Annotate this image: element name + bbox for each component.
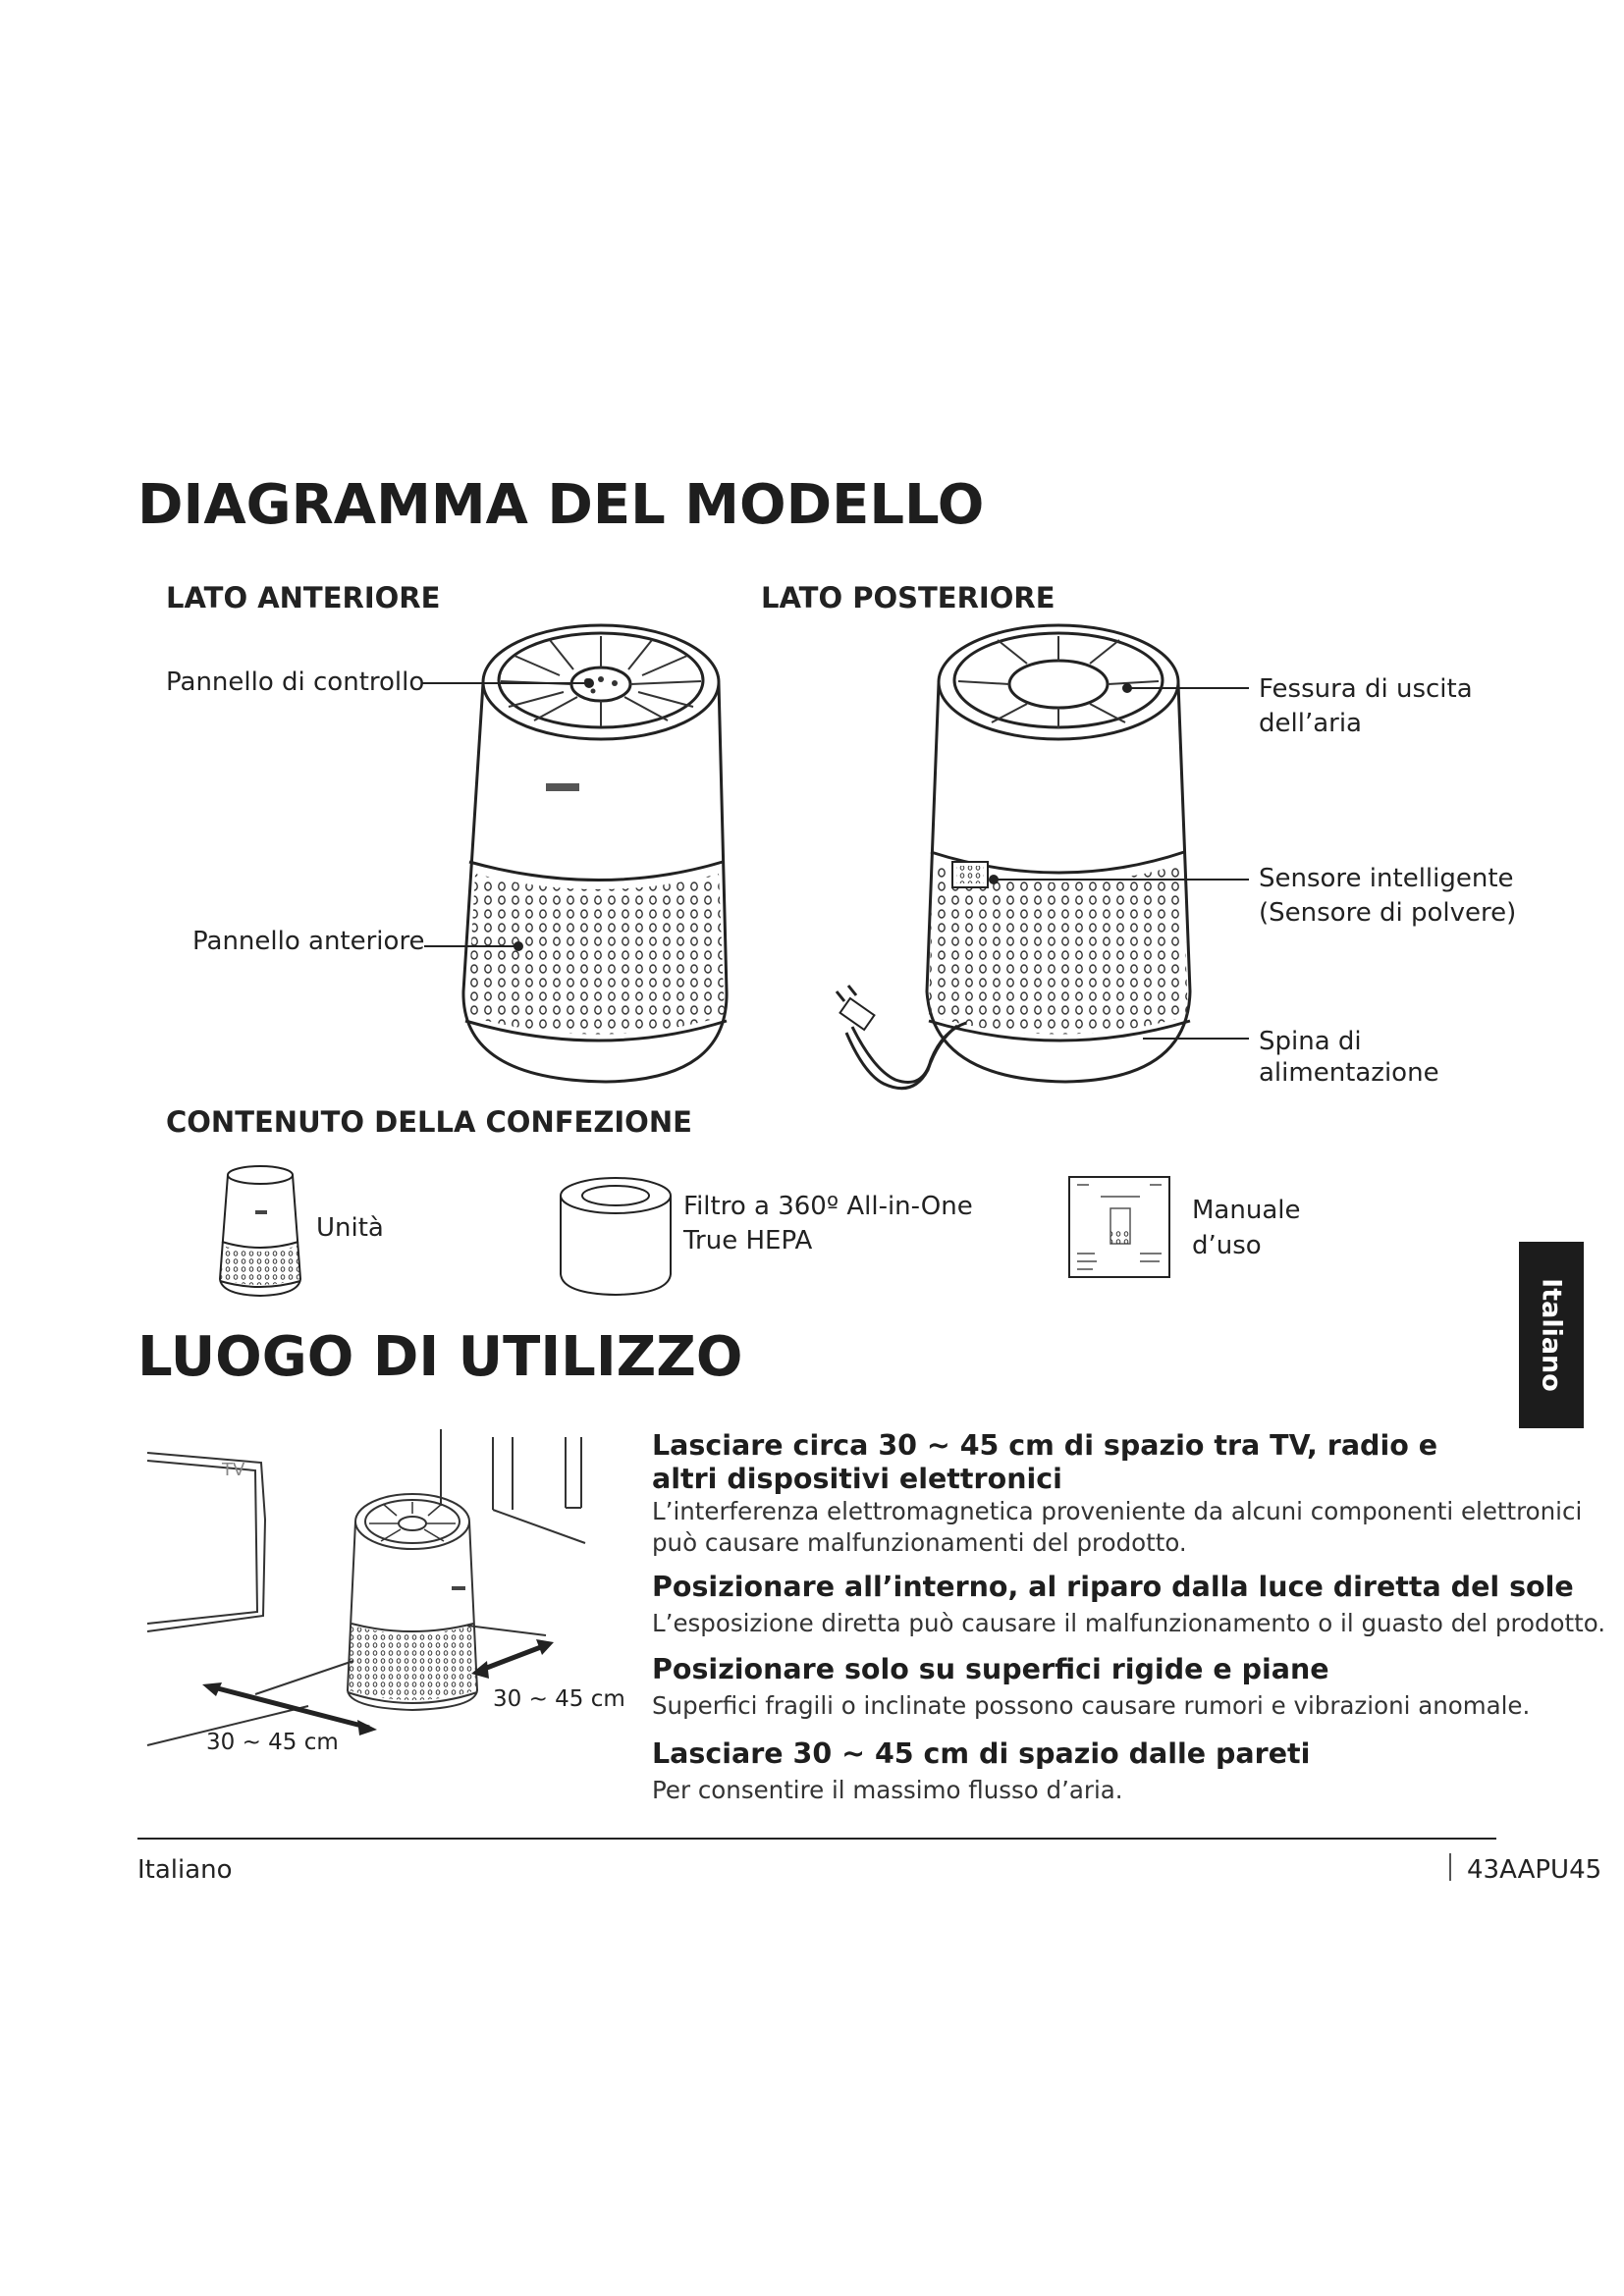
usage-point-1-desc-line1: L’interferenza elettromagnetica proveniente da alcuni componenti elettronici (652, 1497, 1583, 1525)
hepa-filter-icon (557, 1176, 675, 1298)
section-title-model-diagram: DIAGRAMMA DEL MODELLO (137, 473, 985, 537)
label-air-outlet-line1: Fessura di uscita (1259, 674, 1473, 704)
usage-point-1-desc-line2: può causare malfunzionamenti del prodotto. (652, 1528, 1187, 1557)
usage-point-2-title: Posizionare all’interno, al riparo dalla luce diretta del sole (652, 1571, 1574, 1603)
language-side-tab (1519, 1242, 1584, 1428)
label-plug-line2: alimentazione (1259, 1058, 1439, 1088)
front-distance-label: 30 ~ 45 cm (206, 1730, 339, 1755)
label-front-panel: Pannello anteriore (192, 927, 425, 956)
side-distance-label: 30 ~ 45 cm (493, 1686, 625, 1712)
footer-separator (1449, 1853, 1451, 1881)
usage-point-3-title: Posizionare solo su superfici rigide e piane (652, 1653, 1329, 1685)
purifier-unit-icon (216, 1163, 304, 1301)
item-filter-label-line1: Filtro a 360º All-in-One (683, 1192, 973, 1221)
footer-language: Italiano (137, 1855, 233, 1885)
label-sensor-line1: Sensore intelligente (1259, 864, 1514, 893)
section-title-usage-location: LUOGO DI UTILIZZO (137, 1325, 743, 1389)
package-contents-heading: CONTENUTO DELLA CONFEZIONE (166, 1105, 692, 1139)
usage-point-2-desc: L’esposizione diretta può causare il malfunzionamento o il guasto del prodotto. (652, 1609, 1606, 1637)
back-side-heading: LATO POSTERIORE (761, 581, 1056, 614)
front-side-heading: LATO ANTERIORE (166, 581, 441, 614)
manual-icon (1067, 1175, 1173, 1281)
front-grille-spokes (501, 636, 701, 726)
footer-divider (137, 1838, 1496, 1840)
usage-point-1-title: Lasciare circa 30 ~ 45 cm di spazio tra TV, radio e altri dispositivi elettronici (652, 1429, 1438, 1495)
tv-label: TV (222, 1460, 245, 1480)
footer-model-number: 43AAPU45 (1467, 1855, 1602, 1885)
usage-point-4-title: Lasciare 30 ~ 45 cm di spazio dalle pareti (652, 1737, 1311, 1770)
item-manual-label-line2: d’uso (1192, 1231, 1262, 1260)
item-unit-label: Unità (316, 1213, 384, 1243)
usage-point-3-desc: Superfici fragili o inclinate possono causare rumori e vibrazioni anomale. (652, 1691, 1531, 1720)
label-sensor-line2: (Sensore di polvere) (1259, 898, 1517, 928)
label-control-panel: Pannello di controllo (166, 667, 425, 697)
label-plug-line1: Spina di (1259, 1027, 1362, 1056)
item-manual-label-line1: Manuale (1192, 1196, 1301, 1225)
usage-point-4-desc: Per consentire il massimo flusso d’aria. (652, 1776, 1123, 1804)
label-air-outlet-line2: dell’aria (1259, 709, 1362, 738)
item-filter-label-line2: True HEPA (683, 1226, 813, 1255)
language-side-tab-label: Italiano (1536, 1278, 1567, 1392)
